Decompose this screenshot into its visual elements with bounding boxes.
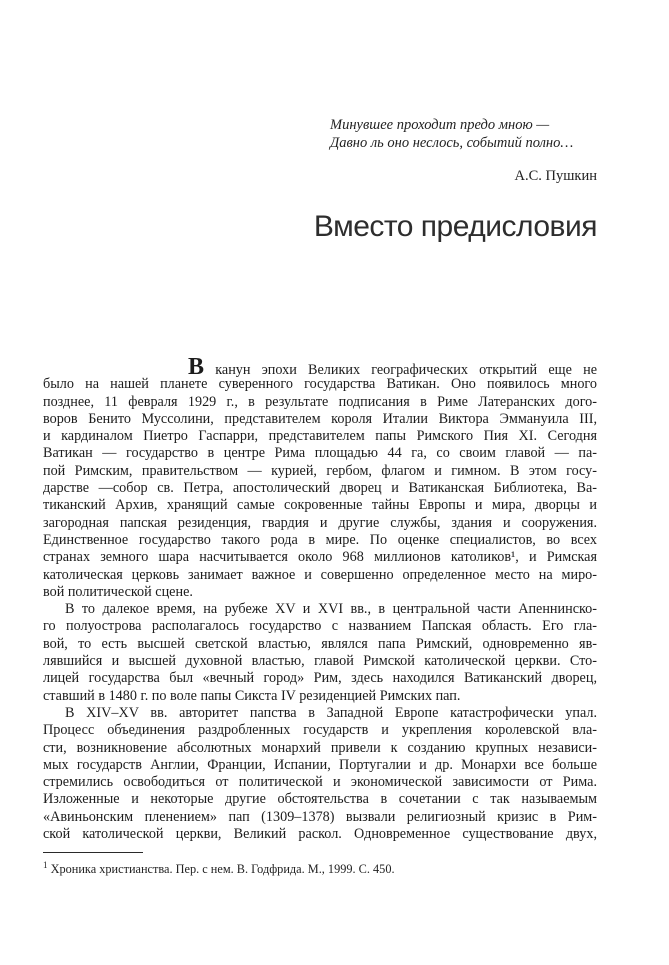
footnote-separator — [43, 852, 143, 853]
body-line: В канун эпохи Великих географических открытий еще не — [188, 354, 597, 380]
body-line: стремились освободиться от политической и экономической зависимости от Рима. — [43, 774, 597, 791]
body-line: Процесс объединения раздробленных государств и укрепления королевской вла- — [43, 722, 597, 739]
body-line: тиканский Архив, хранящий самые сокровенные тайны Европы и мира, дворцы и — [43, 497, 597, 514]
body-line: В то далекое время, на рубеже XV и XVI вв., в центральной части Апеннинско- — [65, 601, 597, 618]
body-line: Изложенные и некоторые другие обстоятельства в сочетании с так называемым — [43, 791, 597, 808]
body-line: В XIV–XV вв. авторитет папства в Западной Европе катастрофически упал. — [65, 704, 597, 721]
body-line: мых государств Англии, Франции, Испании, Португалии и др. Монархи все больше — [43, 756, 597, 773]
body-line: странах земного шара насчитывается около 968 миллионов католиков¹, и Римская — [43, 549, 597, 566]
epigraph-line-1: Минувшее проходит предо мною — — [330, 117, 550, 133]
body-line: «Авиньонским пленением» пап (1309–1378) вызвали религиозный кризис в Рим- — [43, 808, 597, 825]
body-line: го полуострова располагалось государство с названием Папская область. Его гла- — [43, 618, 597, 635]
epigraph — [330, 116, 597, 152]
epigraph-attribution: А.С. Пушкин — [514, 168, 597, 184]
drop-cap-initial: В — [188, 354, 205, 380]
body-line: Единственное государство такого рода в мире. По оценке специалистов, во всех — [43, 531, 597, 548]
body-line: сти, возникновение абсолютных монархий привели к созданию крупных независи- — [43, 739, 597, 756]
body-line: ставший в 1480 г. по воле папы Сикста IV резиденцией Римских пап. — [43, 687, 461, 704]
body-line: лицей государства был «вечный город» Рим, здесь находился Ватиканский дворец, — [43, 670, 597, 687]
body-line: дарстве —собор св. Петра, апостолический дворец и Ватиканская Библиотека, Ва- — [43, 480, 597, 497]
footnote-text: Хроника христианства. Пер. с нем. В. Годфрида. М., 1999. С. 450. — [47, 862, 395, 877]
body-line: было на нашей планете суверенного государства Ватикан. Оно появилось много — [43, 376, 597, 393]
epigraph-line-2: Давно ль оно неслось, событий полно… — [330, 135, 574, 151]
body-line: воров Бенито Муссолини, представителем короля Италии Виктора Эммануила III, — [43, 410, 597, 427]
body-text — [43, 354, 597, 843]
body-line: ской католической церкви, Великий раскол. Одновременное существование двух, — [43, 826, 597, 843]
body-line: католическая церковь занимает важное и совершенно определенное место на миро- — [43, 566, 597, 583]
body-line: лявшийся и высшей духовной властью, главой Римской католической церкви. Сто- — [43, 653, 597, 670]
chapter-title: Вместо предисловия — [313, 210, 597, 243]
body-line: Ватикан — государство в центре Рима площадью 44 га, со своим главой — па- — [43, 445, 597, 462]
footnote-marker: 1 — [43, 860, 48, 871]
body-line: загородная папская резиденция, гвардия и другие службы, здания и сооружения. — [43, 514, 597, 531]
body-line: пой Римским, правительством — курией, гербом, флагом и гимном. В этом госу- — [43, 462, 597, 479]
footnote — [43, 857, 597, 877]
body-line: вой, то есть высшей светской властью, являлся папа Римский, одновременно яв- — [43, 635, 597, 652]
body-line: и кардиналом Пиетро Гаспарри, представителем папы Римского Пия XI. Сегодня — [43, 428, 597, 445]
body-line: позднее, 11 февраля 1929 г., в результате подписания в Риме Латеранских дого- — [43, 393, 597, 410]
body-line: вой политической сцене. — [43, 583, 193, 600]
